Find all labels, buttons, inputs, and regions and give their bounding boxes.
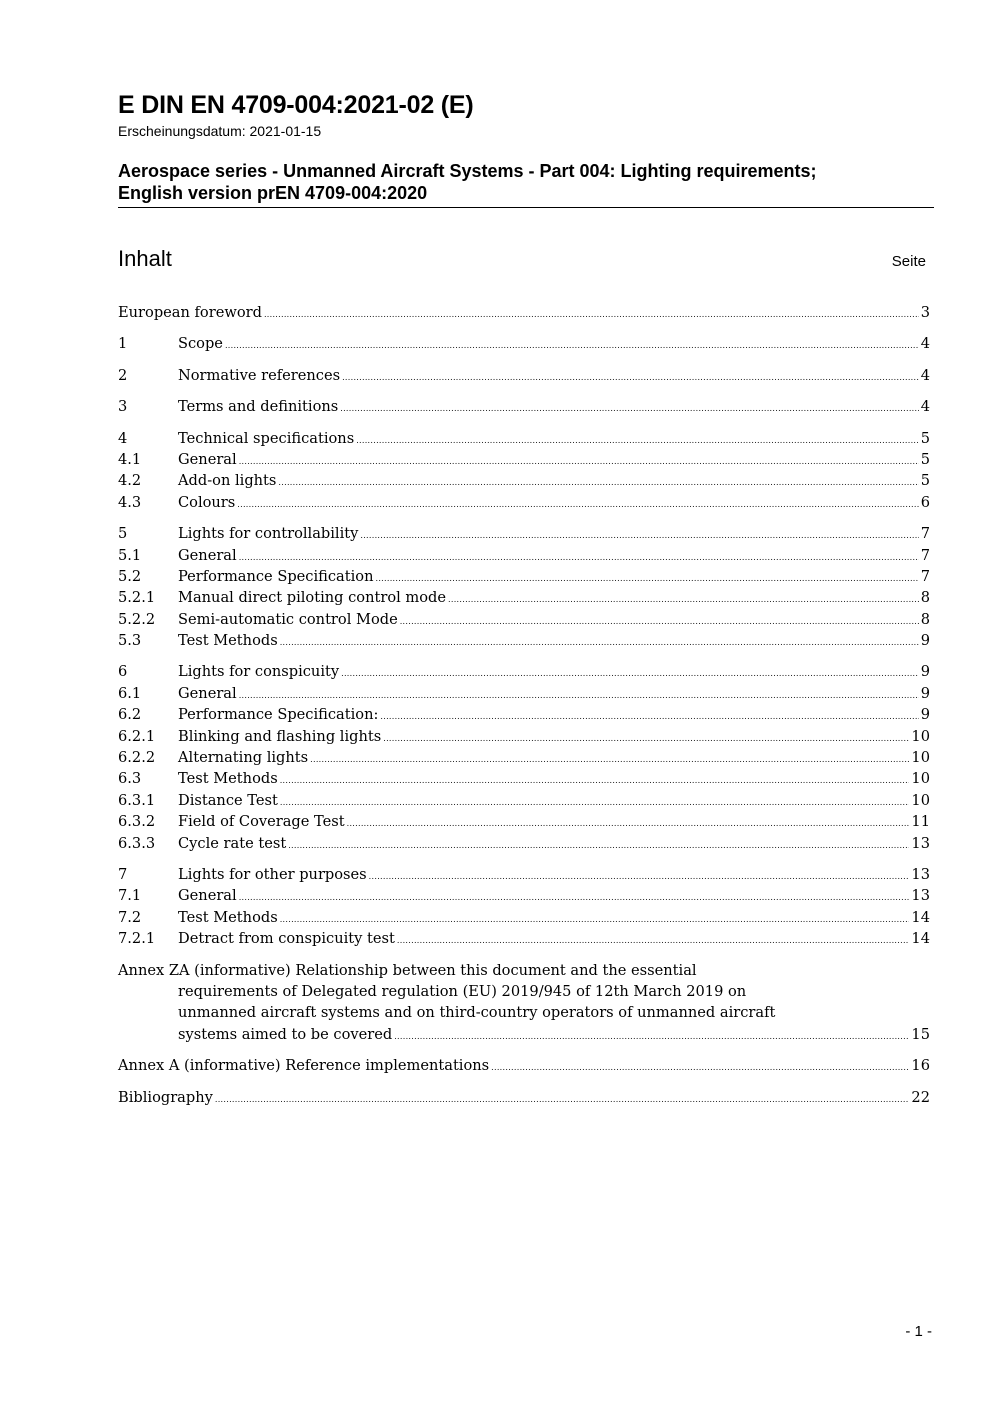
toc-entry-number: 5.1	[118, 546, 142, 564]
dot-leader	[280, 792, 910, 813]
toc-entry-page: 7	[920, 567, 930, 585]
toc-entry-text: Add-on lights	[178, 472, 277, 490]
toc-entry-number: 2	[118, 366, 128, 384]
toc-entry[interactable]	[118, 396, 930, 417]
toc-entry[interactable]	[118, 833, 930, 854]
toc-entry-foreword[interactable]	[118, 302, 930, 323]
dot-leader	[239, 887, 910, 908]
toc-group	[118, 333, 930, 354]
dot-leader	[278, 472, 918, 493]
toc-entry[interactable]	[118, 928, 930, 949]
toc-entry[interactable]	[118, 428, 930, 449]
toc-entry[interactable]	[118, 704, 930, 725]
toc-entry[interactable]	[118, 768, 930, 789]
toc-entry-page: 22	[911, 1088, 930, 1106]
toc-entry[interactable]	[118, 790, 930, 811]
table-of-contents	[118, 302, 930, 1118]
title-line-1: Aerospace series - Unmanned Aircraft Systems - Part 004: Lighting requirements;	[118, 161, 817, 181]
dot-leader	[264, 304, 919, 325]
page-column-label: Seite	[891, 253, 926, 270]
toc-group-annex-a	[118, 1055, 930, 1076]
toc-entry-text: Annex A (informative) Reference implementations	[118, 1057, 490, 1075]
toc-entry-number: 6.1	[118, 684, 142, 702]
dot-leader	[400, 611, 919, 632]
dot-leader	[397, 930, 910, 951]
toc-entry-text: Semi-automatic control Mode	[178, 610, 398, 628]
toc-entry-text: Terms and definitions	[178, 398, 339, 416]
toc-entry-bibliography[interactable]	[118, 1087, 930, 1108]
toc-entry-number: 4.1	[118, 450, 142, 468]
toc-entry-text: Cycle rate test	[178, 834, 287, 852]
toc-group-foreword	[118, 302, 930, 323]
toc-entry-page: 16	[911, 1057, 930, 1075]
toc-group	[118, 365, 930, 386]
toc-group-bibliography	[118, 1087, 930, 1108]
toc-entry[interactable]	[118, 630, 930, 651]
toc-entry-text: systems aimed to be covered	[178, 1025, 393, 1043]
toc-entry-number: 5.2.2	[118, 610, 156, 628]
toc-entry[interactable]	[118, 661, 930, 682]
toc-entry-page: 8	[920, 589, 930, 607]
annex-za-line-1: Annex ZA (informative) Relationship between this document and the essential	[118, 961, 697, 979]
toc-entry[interactable]	[118, 365, 930, 386]
toc-entry[interactable]	[118, 811, 930, 832]
toc-entry-page: 10	[911, 727, 930, 745]
toc-entry-text: Performance Specification	[178, 567, 374, 585]
toc-entry-text: Bibliography	[118, 1088, 213, 1106]
toc-entry-number: 7.2	[118, 908, 142, 926]
dot-leader	[360, 525, 918, 546]
dot-leader	[340, 398, 918, 419]
toc-entry-number: 5.2	[118, 567, 142, 585]
toc-entry-page: 9	[920, 706, 930, 724]
toc-entry-number: 4.3	[118, 493, 142, 511]
toc-entry-text: Distance Test	[178, 791, 278, 809]
toc-entry-page: 10	[911, 791, 930, 809]
toc-entry-page: 5	[920, 429, 930, 447]
toc-entry-annex-a[interactable]	[118, 1055, 930, 1076]
toc-entry-number: 5	[118, 525, 128, 543]
toc-entry-number: 5.3	[118, 632, 142, 650]
toc-entry-page: 14	[911, 930, 930, 948]
annex-za-line-3: unmanned aircraft systems and on third-country operators of unmanned aircraft	[178, 1004, 776, 1022]
toc-entry[interactable]	[118, 333, 930, 354]
toc-entry-text: Field of Coverage Test	[178, 813, 345, 831]
title-line-2: English version prEN 4709-004:2020	[118, 183, 428, 203]
dot-leader	[237, 494, 918, 515]
toc-entry-page: 8	[920, 610, 930, 628]
toc-entry-number: 6.3	[118, 770, 142, 788]
dot-leader	[288, 835, 909, 856]
toc-entry-text: Test Methods	[178, 632, 278, 650]
toc-entry-number: 6.3.1	[118, 791, 156, 809]
toc-entry-page: 4	[920, 366, 930, 384]
toc-entry[interactable]	[118, 566, 930, 587]
toc-group	[118, 661, 930, 854]
document-title	[118, 160, 934, 208]
toc-entry[interactable]	[118, 545, 930, 566]
dot-leader	[491, 1057, 909, 1078]
toc-entry-text: Test Methods	[178, 908, 278, 926]
toc-entry[interactable]	[118, 470, 930, 491]
toc-entry[interactable]	[118, 587, 930, 608]
toc-heading: Inhalt	[118, 246, 172, 271]
toc-entry-text: General	[178, 684, 237, 702]
toc-entry-text: Manual direct piloting control mode	[178, 589, 447, 607]
toc-entry-text: Test Methods	[178, 770, 278, 788]
toc-entry-text: Normative references	[178, 366, 341, 384]
toc-entry-text: General	[178, 450, 237, 468]
dot-leader	[342, 367, 919, 388]
toc-entry-page: 10	[911, 770, 930, 788]
dot-leader	[347, 813, 910, 834]
toc-entry-text: European foreword	[118, 304, 262, 321]
annex-za-line-2: requirements of Delegated regulation (EU) 2019/945 of 12th March 2019 on	[178, 982, 747, 1000]
toc-entry[interactable]	[118, 907, 930, 928]
dot-leader	[341, 663, 919, 684]
toc-entry-page: 4	[920, 335, 930, 353]
toc-entry-number: 7	[118, 865, 128, 883]
toc-entry-page: 9	[920, 663, 930, 681]
toc-entry[interactable]	[118, 609, 930, 630]
document-header	[118, 90, 934, 208]
toc-entry-page: 5	[920, 450, 930, 468]
toc-entry[interactable]	[118, 864, 930, 885]
toc-entry-text: General	[178, 546, 237, 564]
toc-entry-text: Blinking and flashing lights	[178, 727, 382, 745]
toc-entry[interactable]	[118, 683, 930, 704]
toc-entry-page: 15	[911, 1025, 930, 1043]
toc-entry-page: 9	[920, 632, 930, 650]
toc-entry-text: General	[178, 887, 237, 905]
toc-entry-page: 7	[920, 525, 930, 543]
dot-leader	[280, 909, 910, 930]
toc-entry[interactable]	[118, 492, 930, 513]
toc-entry-page: 9	[920, 684, 930, 702]
toc-entry-page: 11	[911, 813, 930, 831]
toc-entry-number: 1	[118, 335, 128, 353]
toc-entry-text: Alternating lights	[178, 749, 309, 767]
toc-entry-page: 13	[911, 887, 930, 905]
toc-entry-page: 7	[920, 546, 930, 564]
dot-leader	[356, 430, 919, 451]
toc-entry-text: Performance Specification:	[178, 706, 379, 724]
toc-entry[interactable]	[118, 747, 930, 768]
toc-entry-text: Technical specifications	[178, 429, 355, 447]
toc-entry-number: 4.2	[118, 472, 142, 490]
dot-leader	[239, 451, 919, 472]
dot-leader	[215, 1089, 910, 1110]
toc-entry-text: Lights for controllability	[178, 525, 359, 543]
toc-entry-number: 3	[118, 398, 128, 416]
dot-leader	[448, 589, 919, 610]
dot-leader	[239, 547, 919, 568]
toc-entry-text: Colours	[178, 493, 236, 511]
toc-group	[118, 428, 930, 514]
toc-entry-page: 4	[920, 398, 930, 416]
toc-group	[118, 523, 930, 651]
dot-leader	[280, 632, 919, 653]
publication-date: Erscheinungsdatum: 2021-01-15	[118, 123, 322, 139]
dot-leader	[310, 749, 909, 770]
toc-entry-number: 6.2.1	[118, 727, 156, 745]
dot-leader	[375, 568, 918, 589]
dot-leader	[394, 1026, 909, 1047]
toc-entry-text: Lights for conspicuity	[178, 663, 340, 681]
dot-leader	[225, 335, 919, 356]
toc-entry-page: 3	[920, 304, 930, 321]
toc-entry-page: 13	[911, 834, 930, 852]
toc-entry-number: 7.1	[118, 887, 142, 905]
toc-group	[118, 864, 930, 950]
toc-entry-number: 4	[118, 429, 128, 447]
toc-entry-number: 6.3.2	[118, 813, 156, 831]
toc-entry-page: 6	[920, 493, 930, 511]
toc-entry-number: 5.2.1	[118, 589, 156, 607]
dot-leader	[383, 728, 909, 749]
dot-leader	[239, 685, 919, 706]
toc-entry-page: 13	[911, 865, 930, 883]
toc-entry-number: 6.3.3	[118, 834, 156, 852]
dot-leader	[369, 866, 910, 887]
toc-entry-annex-za[interactable]	[118, 960, 930, 1046]
toc-entry[interactable]	[118, 523, 930, 544]
document-id: E DIN EN 4709-004:2021-02 (E)	[118, 91, 474, 119]
toc-entry-number: 6	[118, 663, 128, 681]
toc-entry-number: 6.2	[118, 706, 142, 724]
toc-entry-page: 10	[911, 749, 930, 767]
toc-entry-number: 7.2.1	[118, 930, 156, 948]
toc-entry[interactable]	[118, 885, 930, 906]
toc-entry-text: Lights for other purposes	[178, 865, 367, 883]
annex-za-line-4	[118, 1024, 930, 1045]
dot-leader	[280, 770, 910, 791]
toc-header	[118, 246, 926, 272]
toc-group	[118, 396, 930, 417]
toc-entry-page: 5	[920, 472, 930, 490]
toc-entry-text: Detract from conspicuity test	[178, 930, 395, 948]
toc-entry-page: 14	[911, 908, 930, 926]
page-number: - 1 -	[905, 1323, 932, 1340]
toc-entry[interactable]	[118, 449, 930, 470]
toc-entry-text: Scope	[178, 335, 223, 353]
toc-entry-number: 6.2.2	[118, 749, 156, 767]
toc-entry[interactable]	[118, 726, 930, 747]
dot-leader	[380, 706, 918, 727]
